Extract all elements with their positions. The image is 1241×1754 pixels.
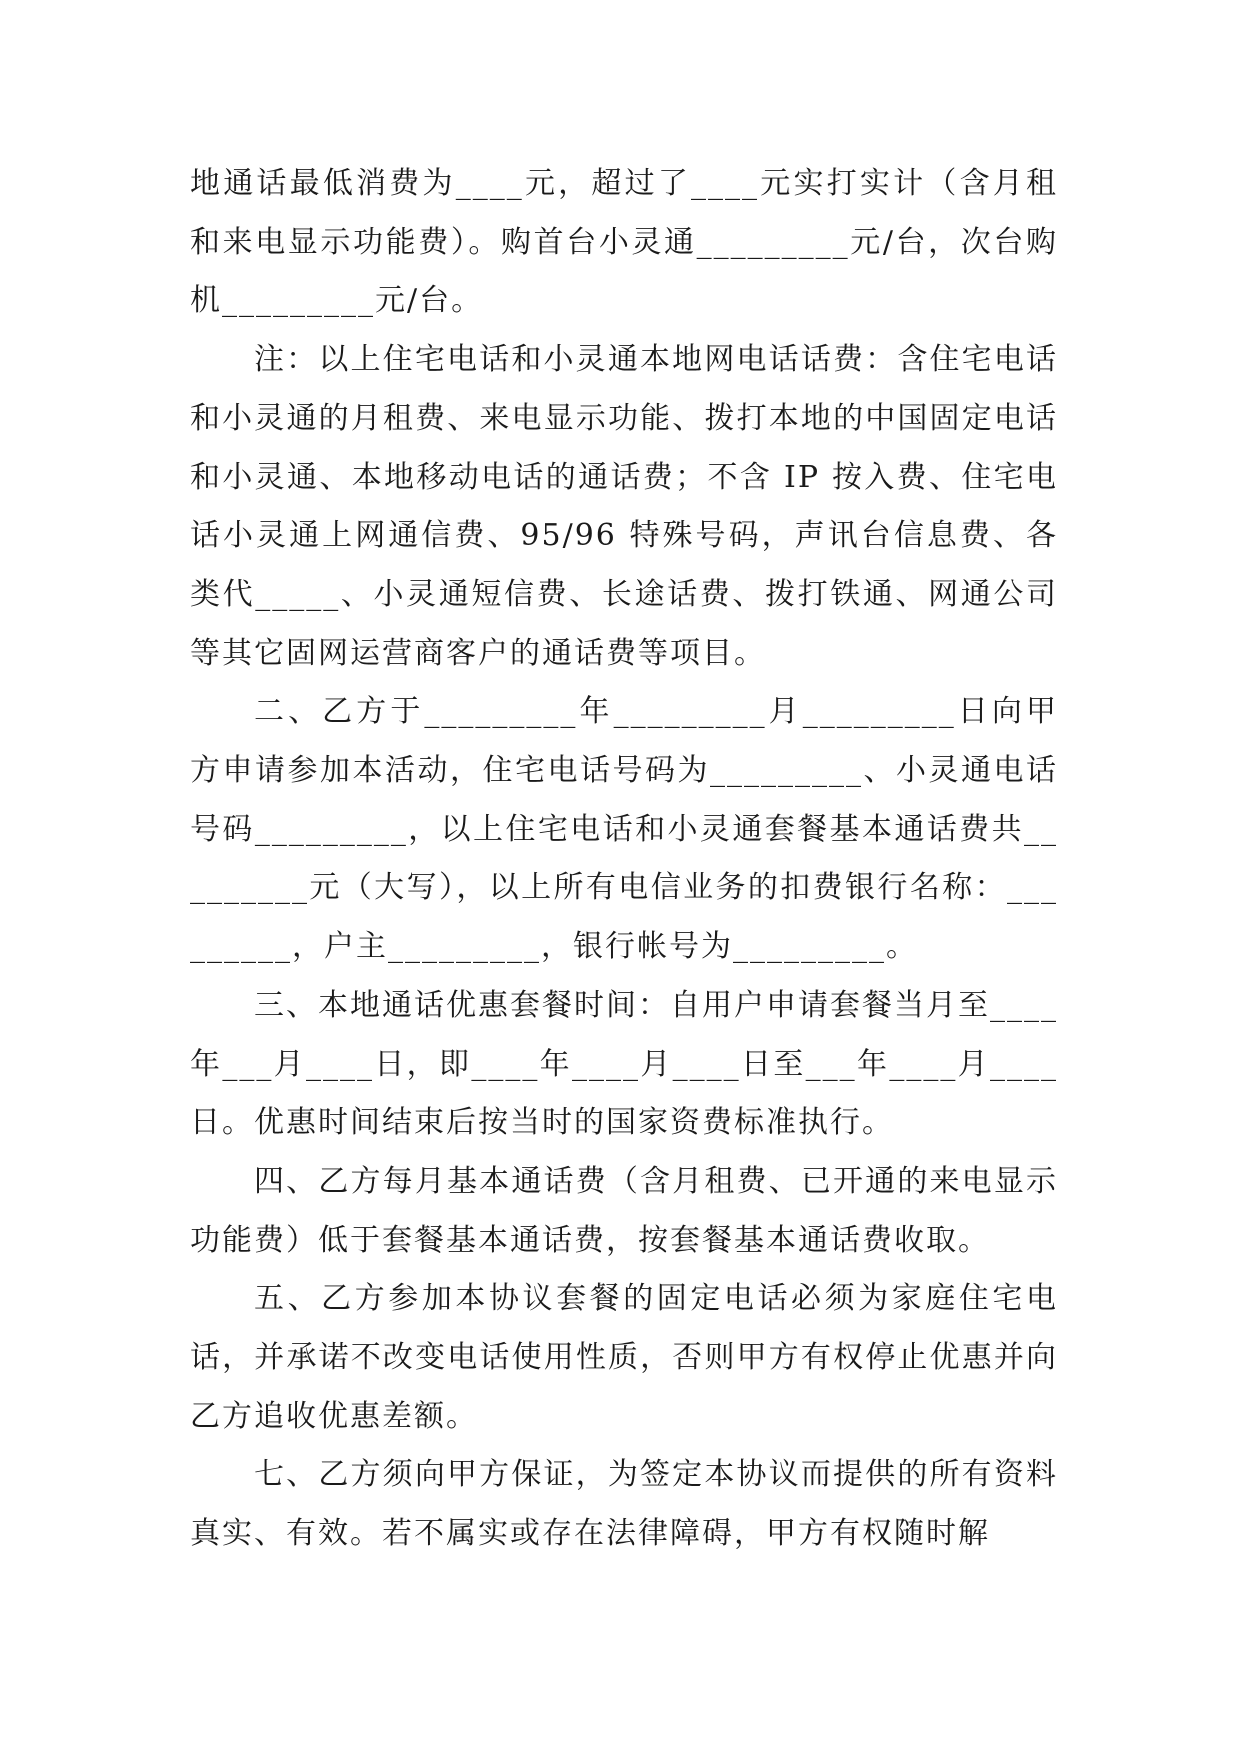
paragraph-clause-3: 三、本地通话优惠套餐时间：自用户申请套餐当月至____年___月____日，即____年____月____日至___年____月____日。优惠时间结束后按当时的国家资费标准执行。 <box>190 987 1058 1141</box>
paragraph-clause-2: 二、乙方于_________年_________月_________日向甲方申请参加本活动，住宅电话号码为_________、小灵通电话号码_________，以上住宅电话和小灵通套餐基本通话费共_________元（大写），以上所有电信业务的扣费银行名称：_________，户主_________，银行帐号为_________。 <box>190 694 1058 965</box>
paragraph-clause-7: 七、乙方须向甲方保证，为签定本协议而提供的所有资料真实、有效。若不属实或存在法律障碍，甲方有权随时解 <box>190 1457 1058 1552</box>
document-body <box>190 155 1058 1564</box>
paragraph-continuation: 地通话最低消费为____元，超过了____元实打实计（含月租和来电显示功能费）。购首台小灵通_________元/台，次台购机_________元/台。 <box>190 166 1058 319</box>
paragraph-note: 注：以上住宅电话和小灵通本地网电话话费：含住宅电话和小灵通的月租费、来电显示功能、拨打本地的中国固定电话和小灵通、本地移动电话的通话费；不含 IP 按入费、住宅电话小灵通上网通信费、95/96 特殊号码，声讯台信息费、各类代_____、小灵通短信费、长途话费、拨打铁通、网通公司等其它固网运营商客户的通话费等项目。 <box>190 342 1058 671</box>
paragraph-clause-5: 五、乙方参加本协议套餐的固定电话必须为家庭住宅电话，并承诺不改变电话使用性质，否则甲方有权停止优惠并向乙方追收优惠差额。 <box>190 1281 1058 1434</box>
paragraph-clause-4: 四、乙方每月基本通话费（含月租费、已开通的来电显示功能费）低于套餐基本通话费，按套餐基本通话费收取。 <box>190 1163 1058 1258</box>
